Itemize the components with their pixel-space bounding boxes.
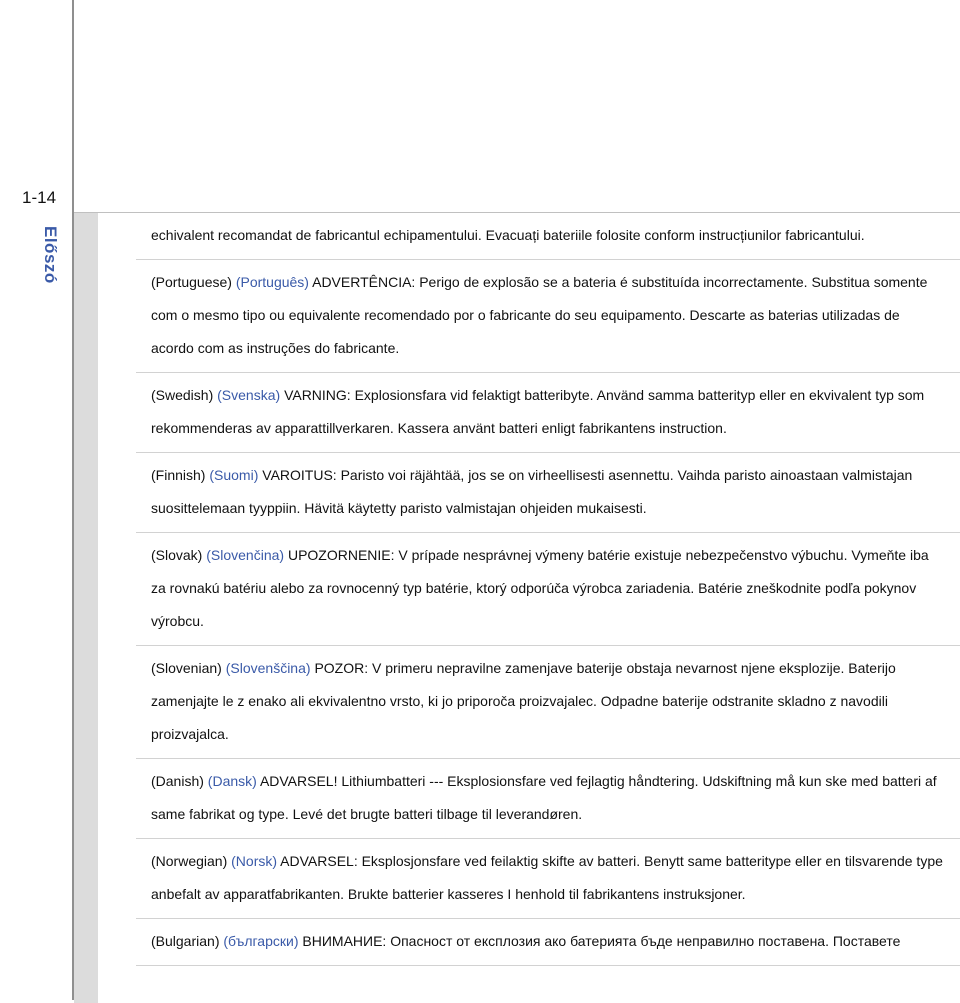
language-english: (Norwegian) <box>151 853 228 869</box>
language-native: (Norsk) <box>231 853 278 869</box>
language-native: (Slovenčina) <box>206 547 285 563</box>
language-english: (Bulgarian) <box>151 933 220 949</box>
paragraph <box>151 266 946 365</box>
paragraph <box>151 379 946 445</box>
language-english: (Portuguese) <box>151 274 232 290</box>
language-native: (Slovenščina) <box>225 660 311 676</box>
language-native: (Dansk) <box>207 773 257 789</box>
side-band <box>74 213 98 1003</box>
paragraph <box>151 652 946 751</box>
section-slovak <box>136 533 960 646</box>
section-slovenian <box>136 646 960 759</box>
language-english: (Swedish) <box>151 387 214 403</box>
page-content <box>136 213 960 966</box>
paragraph-text: ВНИМАНИЕ: Опасност от експлозия ако батерията бъде неправилно поставена. Поставете <box>302 933 901 949</box>
paragraph <box>151 765 946 831</box>
paragraph-text: VAROITUS: Paristo voi räjähtää, jos se on virheellisesti asennettu. Vaihda paristo ainoastaan valmistajan suosittelemaan tyyppiin. Hävitä käytetty paristo valmistajan ohjeiden mukaisesti. <box>151 467 913 516</box>
language-native: (Svenska) <box>217 387 281 403</box>
section-romanian-end <box>136 213 960 260</box>
language-english: (Slovak) <box>151 547 203 563</box>
chapter-title: Előszó <box>41 226 60 284</box>
language-native: (Suomi) <box>209 467 259 483</box>
page-number: 1-14 <box>22 188 57 207</box>
language-english: (Slovenian) <box>151 660 222 676</box>
language-native: (Português) <box>235 274 309 290</box>
language-english: (Danish) <box>151 773 204 789</box>
paragraph-text: VARNING: Explosionsfara vid felaktigt batteribyte. Använd samma batterityp eller en ekvivalent typ som rekommenderas av apparattillverkaren. Kassera använt batteri enligt fabrikantens instruction. <box>151 387 925 436</box>
paragraph <box>151 219 946 252</box>
section-swedish <box>136 373 960 453</box>
section-portuguese <box>136 260 960 373</box>
section-norwegian <box>136 839 960 919</box>
paragraph-text: ADVARSEL! Lithiumbatteri --- Eksplosionsfare ved fejlagtig håndtering. Udskiftning må kun ske med batteri af same fabrikat og type. Levé det brugte batteri tilbage til leverandøren. <box>151 773 937 822</box>
paragraph <box>151 925 946 958</box>
paragraph-text: ADVERTÊNCIA: Perigo de explosão se a bateria é substituída incorrectamente. Substitua somente com o mesmo tipo ou equivalente recomendado por o fabricante do seu equipamento. Descarte as baterias utilizadas de acordo com as instruções do fabricante. <box>151 274 928 356</box>
paragraph-text: ADVARSEL: Eksplosjonsfare ved feilaktig skifte av batteri. Benytt same batteritype eller en tilsvarende type anbefalt av apparatfabrikanten. Brukte batterier kasseres I henhold til fabrikantens instruksjoner. <box>151 853 943 902</box>
language-native: (български) <box>223 933 299 949</box>
paragraph-text: POZOR: V primeru nepravilne zamenjave baterije obstaja nevarnost njene eksplozije. Baterijo zamenjajte le z enako ali ekvivalentno vrsto, ki jo priporoča proizvajalec. Odpadne baterije odstranite skladno z navodili proizvajalca. <box>151 660 896 742</box>
language-english: (Finnish) <box>151 467 206 483</box>
paragraph-text: UPOZORNENIE: V prípade nesprávnej výmeny batérie existuje nebezpečenstvo výbuchu. Vymeňte iba za rovnakú batériu alebo za rovnocenný typ batérie, ktorý odporúča výrobca zariadenia. Batérie zneškodnite podľa pokynov výrobcu. <box>151 547 929 629</box>
section-finnish <box>136 453 960 533</box>
paragraph <box>151 845 946 911</box>
paragraph <box>151 539 946 638</box>
section-danish <box>136 759 960 839</box>
paragraph <box>151 459 946 525</box>
paragraph-text: echivalent recomandat de fabricantul echipamentului. Evacuați bateriile folosite conform instrucțiunilor fabricantului. <box>151 227 865 243</box>
section-bulgarian <box>136 919 960 966</box>
